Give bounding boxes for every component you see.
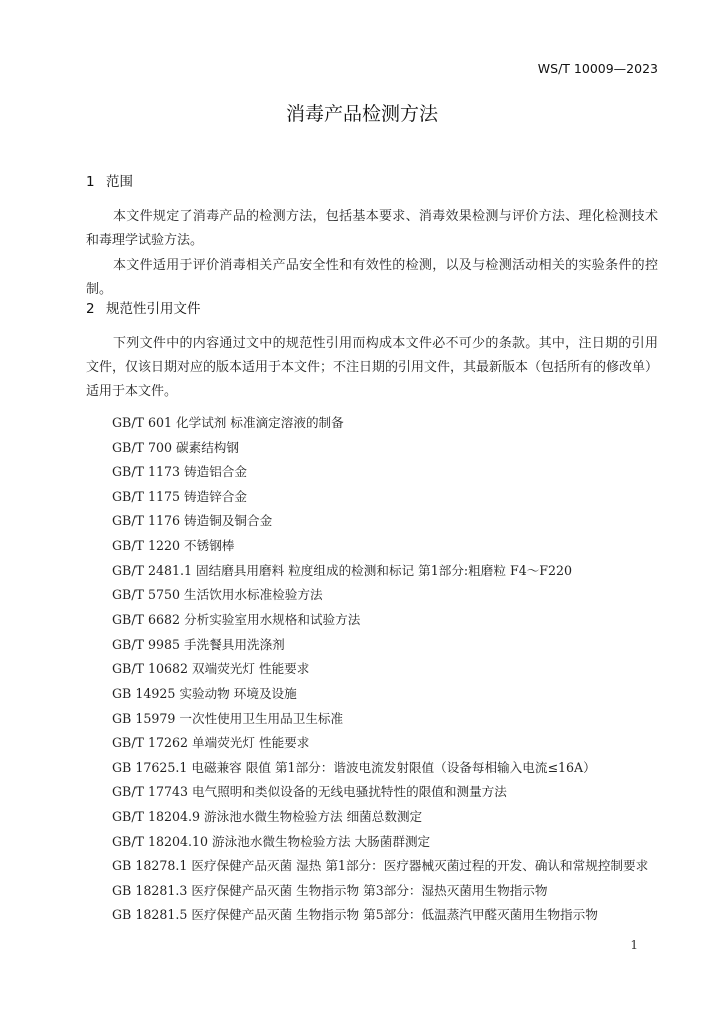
reference-item: GB/T 18204.9 游泳池水微生物检验方法 细菌总数测定 [112,809,423,824]
reference-item: GB/T 1173 铸造铝合金 [112,464,247,479]
reference-item: GB 15979 一次性使用卫生用品卫生标准 [112,711,344,726]
reference-item: GB/T 601 化学试剂 标准滴定溶液的制备 [112,415,344,430]
section-2-heading [86,297,201,317]
page-number: 1 [630,938,638,952]
reference-item: GB 17625.1 电磁兼容 限值 第1部分：谐波电流发射限值（设备每相输入电流≤16A） [112,760,596,775]
reference-item: GB 14925 实验动物 环境及设施 [112,686,297,701]
section-1-number: 1 [86,174,95,190]
reference-item: GB/T 1175 铸造锌合金 [112,489,247,504]
reference-item: GB/T 10682 双端荧光灯 性能要求 [112,661,310,676]
section-2-number: 2 [86,301,95,317]
reference-item: GB 18278.1 医疗保健产品灭菌 湿热 第1部分：医疗器械灭菌过程的开发、确认和常规控制要求 [112,858,649,873]
reference-item: GB 18281.3 医疗保健产品灭菌 生物指示物 第3部分：湿热灭菌用生物指示物 [112,883,548,898]
reference-item: GB/T 6682 分析实验室用水规格和试验方法 [112,612,361,627]
section-1-paragraph-1: 本文件规定了消毒产品的检测方法，包括基本要求、消毒效果检测与评价方法、理化检测技术和毒理学试验方法。 [86,209,658,248]
standard-code: WS/T 10009—2023 [537,61,658,76]
document-title: 消毒产品检测方法 [285,103,438,125]
reference-item: GB/T 700 碳素结构钢 [112,440,239,455]
section-1-heading [86,170,133,190]
reference-item: GB/T 9985 手洗餐具用洗涤剂 [112,637,285,652]
section-1-paragraph-2: 本文件适用于评价消毒相关产品安全性和有效性的检测，以及与检测活动相关的实验条件的控制。 [86,258,658,297]
reference-item: GB/T 5750 生活饮用水标准检验方法 [112,587,323,602]
reference-item: GB/T 18204.10 游泳池水微生物检验方法 大肠菌群测定 [112,834,431,849]
reference-item: GB/T 1176 铸造铜及铜合金 [112,513,273,528]
reference-item: GB/T 17262 单端荧光灯 性能要求 [112,735,310,750]
section-2-paragraph-1: 下列文件中的内容通过文中的规范性引用而构成本文件必不可少的条款。其中，注日期的引用文件，仅该日期对应的版本适用于本文件；不注日期的引用文件，其最新版本（包括所有的修改单）适用于本文件。 [86,336,659,399]
reference-item: GB/T 2481.1 固结磨具用磨料 粒度组成的检测和标记 第1部分:粗磨粒 F4～F220 [112,563,573,578]
section-1-title: 范围 [106,174,133,190]
reference-item: GB 18281.5 医疗保健产品灭菌 生物指示物 第5部分：低温蒸汽甲醛灭菌用生物指示物 [112,907,598,922]
reference-item: GB/T 17743 电气照明和类似设备的无线电骚扰特性的限值和测量方法 [112,784,507,799]
reference-item: GB/T 1220 不锈钢棒 [112,538,235,553]
section-2-title: 规范性引用文件 [106,301,201,317]
